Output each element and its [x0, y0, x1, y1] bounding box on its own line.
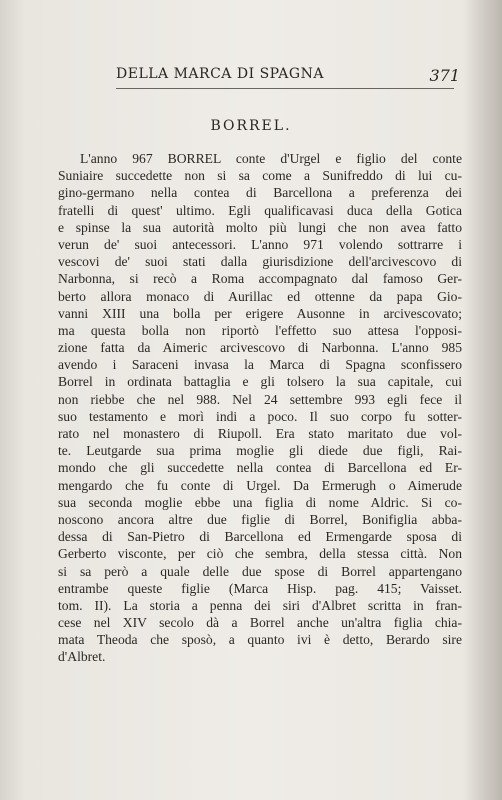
text-line: fratelli di quest' ultimo. Egli qualificavasi duca della Gotica — [58, 202, 462, 218]
text-line: si sa però a quale delle due spose di Borrel appartengano — [58, 563, 462, 579]
section-title: BORREL. — [210, 118, 292, 134]
text-line: sua seconda moglie ebbe una figlia di nome Aldric. Si co- — [58, 494, 462, 510]
text-line: verun de' suoi antecessori. L'anno 971 volendo sottrarre i — [58, 236, 462, 252]
text-line: Borrel in ordinata battaglia e gli tolsero la sua capitale, cui — [58, 374, 462, 390]
text-line: suo testamento e morì indi a poco. Il suo corpo fu sotter- — [58, 408, 462, 424]
text-line: d'Albret. — [58, 649, 106, 665]
text-line: mata Theoda che sposò, a quanto ivi è detto, Berardo sire — [58, 632, 462, 648]
text-line: entrambe queste figlie (Marca Hisp. pag. 415; Vaisset. — [58, 580, 462, 596]
page-header — [60, 66, 460, 88]
body-text — [58, 150, 462, 666]
text-line: Narbonna, si recò a Roma accompagnato dal famoso Ger- — [58, 271, 462, 287]
text-line: vanni XIII una bolla per erigere Ausonne in arcivescovato; — [58, 305, 462, 321]
text-line: mondo che gli succedette nella contea di Barcellona ed Er- — [58, 460, 462, 476]
text-line: te. Leutgarde sua prima moglie gli diede due figli, Rai- — [58, 443, 462, 459]
text-line: dessa di San-Pietro di Barcellona ed Ermengarde sposa di — [58, 529, 462, 545]
text-line: rato nel monastero di Riupoll. Era stato maritato due vol- — [58, 426, 462, 441]
text-line: zione fatta da Aimeric arcivescovo di Narbonna. L'anno 985 — [58, 340, 462, 356]
text-line: gino-germano nella contea di Barcellona a preferenza dei — [58, 185, 462, 201]
text-line: berto allora monaco di Aurillac ed ottenne da papa Gio- — [58, 288, 462, 304]
text-line: avendo i Saraceni invasa la Marca di Spagna sconfissero — [58, 357, 462, 373]
page-number: 371 — [429, 66, 460, 85]
running-head: DELLA MARCA DI SPAGNA — [116, 66, 324, 82]
text-line: mengardo che fu conte di Urgel. Da Ermerugh o Aimerude — [58, 477, 462, 493]
text-line: Gerberto visconte, per ciò che sembra, della stessa città. Non — [58, 546, 462, 562]
text-line: tom. II). La storia a penna dei siri d'Albret scritta in fran- — [58, 597, 462, 613]
text-line: e spinse la sua autorità molto più lungi che non avea fatto — [58, 219, 462, 235]
text-line: L'anno 967 BORREL conte d'Urgel e figlio del conte — [80, 151, 462, 166]
text-line: Suniaire succedette non si sa come a Sunifreddo di lui cu- — [58, 168, 462, 184]
header-rule — [116, 88, 454, 89]
text-line: cese nel XIV secolo dà a Borrel anche un'altra figlia chia- — [58, 615, 462, 631]
text-line: noscono ancora altre due figlie di Borrel, Bonifiglia abba- — [58, 511, 462, 527]
text-line: vescovi de' suoi stati dalla giurisdizione dell'arcivescovo di — [58, 254, 462, 270]
text-line: ma questa bolla non riportò l'effetto suo attesa l'opposi- — [58, 322, 462, 338]
text-line: non riebbe che nel 988. Nel 24 settembre 993 egli fece il — [58, 391, 462, 407]
